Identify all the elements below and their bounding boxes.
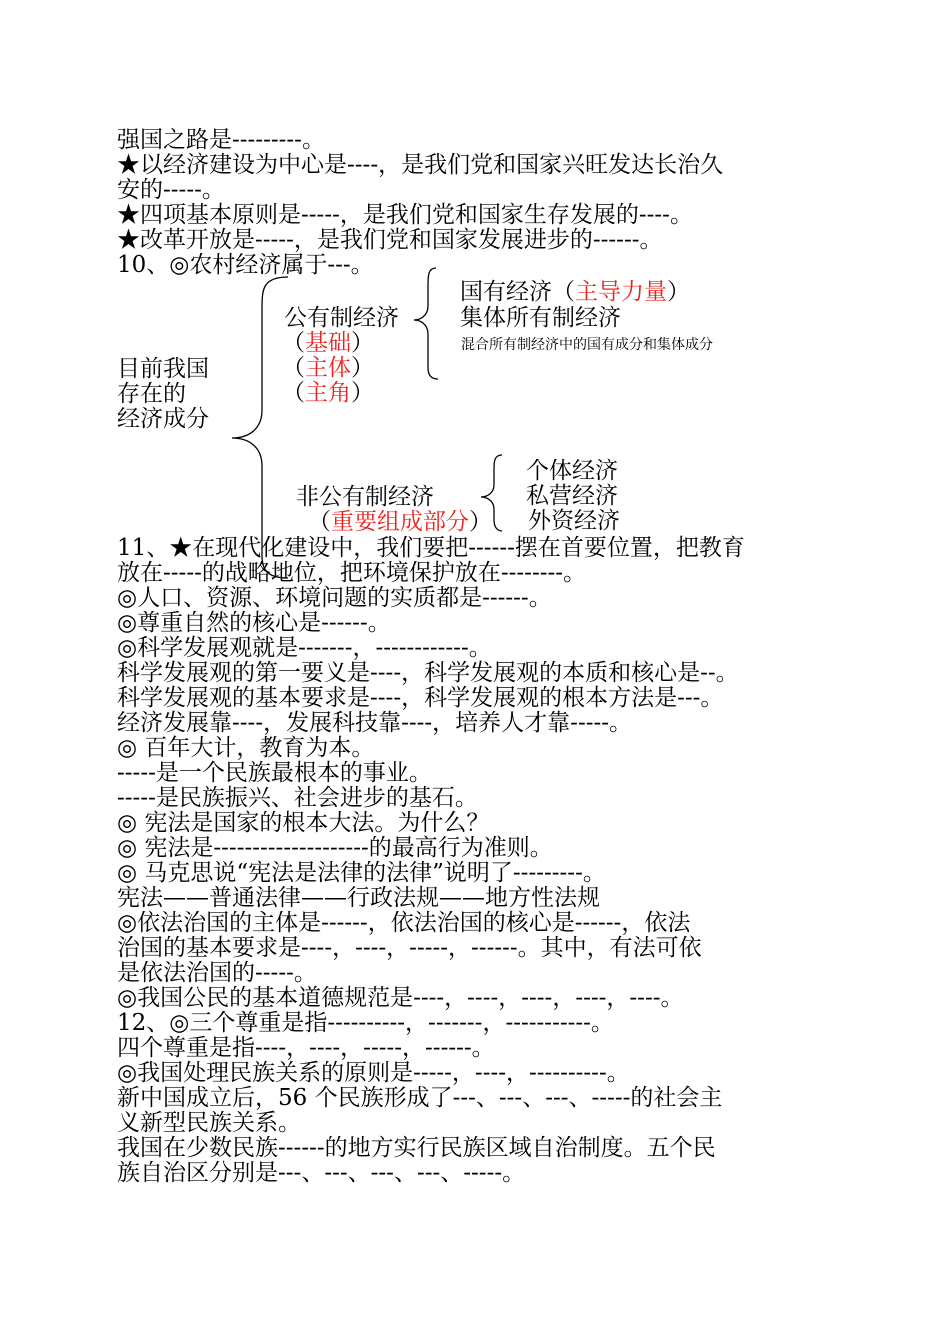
public-role-text: 基础 <box>305 330 351 356</box>
text-line: ★以经济建设为中心是----，是我们党和国家兴旺发达长治久 <box>117 152 724 178</box>
text-line: ★四项基本原则是-----，是我们党和国家生存发展的----。 <box>117 202 693 228</box>
text-line: 放在-----的战略地位，把环境保护放在--------。 <box>117 560 587 586</box>
text-line: 四个尊重是指----，----，-----，------。 <box>117 1035 495 1061</box>
text-line: 10、◎农村经济属于---。 <box>117 252 374 278</box>
diagram-root-line: 经济成分 <box>117 406 209 432</box>
text-line: ◎依法治国的主体是------，依法治国的核心是------，依法 <box>117 910 691 936</box>
nonpublic-item: 私营经济 <box>526 483 618 509</box>
text-line: 是依法治国的-----。 <box>117 960 317 986</box>
text-line: 12、◎三个尊重是指----------，-------，-----------。 <box>117 1010 614 1036</box>
text-line: ◎我国公民的基本道德规范是----，----，----，----，----。 <box>117 985 684 1011</box>
public-role-text: 主体 <box>305 355 351 381</box>
text-line: 11、★在现代化建设中，我们要把------摆在首要位置，把教育 <box>117 535 745 561</box>
diagram-root-line: 存在的 <box>117 381 186 407</box>
text-line: 宪法——普通法律——行政法规——地方性法规 <box>117 885 600 911</box>
public-role-text: 主角 <box>305 380 351 406</box>
public-brace <box>414 268 438 379</box>
text-line: ◎ 百年大计，教育为本。 <box>117 735 375 761</box>
nonpublic-item: 个体经济 <box>526 458 618 484</box>
root-brace <box>232 277 288 578</box>
text-line: 义新型民族关系。 <box>117 1110 301 1136</box>
nonpublic-role: （重要组成部分） <box>308 509 492 535</box>
public-economy-label: 公有制经济 <box>284 305 399 331</box>
state-economy: 国有经济（主导力量） <box>460 279 690 305</box>
text-line: 强国之路是---------。 <box>117 127 325 153</box>
text-line: ◎ 宪法是--------------------的最高行为准则。 <box>117 835 553 861</box>
text-line: 科学发展观的基本要求是----，科学发展观的根本方法是---。 <box>117 685 724 711</box>
text-line: 族自治区分别是---、---、---、---、-----。 <box>117 1160 526 1186</box>
text-line: -----是一个民族最根本的事业。 <box>117 760 432 786</box>
text-line: 经济发展靠----，发展科技靠----，培养人才靠-----。 <box>117 710 633 736</box>
text-line: ◎ 宪法是国家的根本大法。为什么？ <box>117 810 490 836</box>
text-line: ◎尊重自然的核心是------。 <box>117 610 391 636</box>
text-line: 新中国成立后，56 个民族形成了---、---、---、-----的社会主 <box>117 1085 723 1111</box>
text-line: 科学发展观的第一要义是----，科学发展观的本质和核心是--。 <box>117 660 739 686</box>
nonpublic-economy-label: 非公有制经济 <box>296 484 434 510</box>
state-economy-label: 国有经济 <box>460 279 552 305</box>
text-line: ◎我国处理民族关系的原则是-----，----，----------。 <box>117 1060 630 1086</box>
mixed-ownership-component: 混合所有制经济中的国有成分和集体成分 <box>461 337 713 353</box>
collective-economy: 集体所有制经济 <box>460 305 621 331</box>
public-role: （主角） <box>282 380 374 406</box>
text-line: 我国在少数民族------的地方实行民族区域自治制度。五个民 <box>117 1135 716 1161</box>
text-line: ★改革开放是-----，是我们党和国家发展进步的------。 <box>117 227 663 253</box>
text-line: 安的-----。 <box>117 177 225 203</box>
nonpublic-role-text: 重要组成部分 <box>331 509 469 535</box>
nonpublic-item: 外资经济 <box>528 508 620 534</box>
public-role: （主体） <box>282 355 374 381</box>
diagram-root-line: 目前我国 <box>117 356 209 382</box>
state-economy-role: 主导力量 <box>575 279 667 305</box>
public-role: （基础） <box>282 330 374 356</box>
text-line: ◎科学发展观就是-------，------------。 <box>117 635 492 661</box>
text-line: ◎ 马克思说“宪法是法律的法律”说明了---------。 <box>117 860 606 886</box>
text-line: 治国的基本要求是----，----，-----，------。其中，有法可依 <box>117 935 702 961</box>
text-line: -----是民族振兴、社会进步的基石。 <box>117 785 478 811</box>
text-line: ◎人口、资源、环境问题的实质都是------。 <box>117 585 552 611</box>
